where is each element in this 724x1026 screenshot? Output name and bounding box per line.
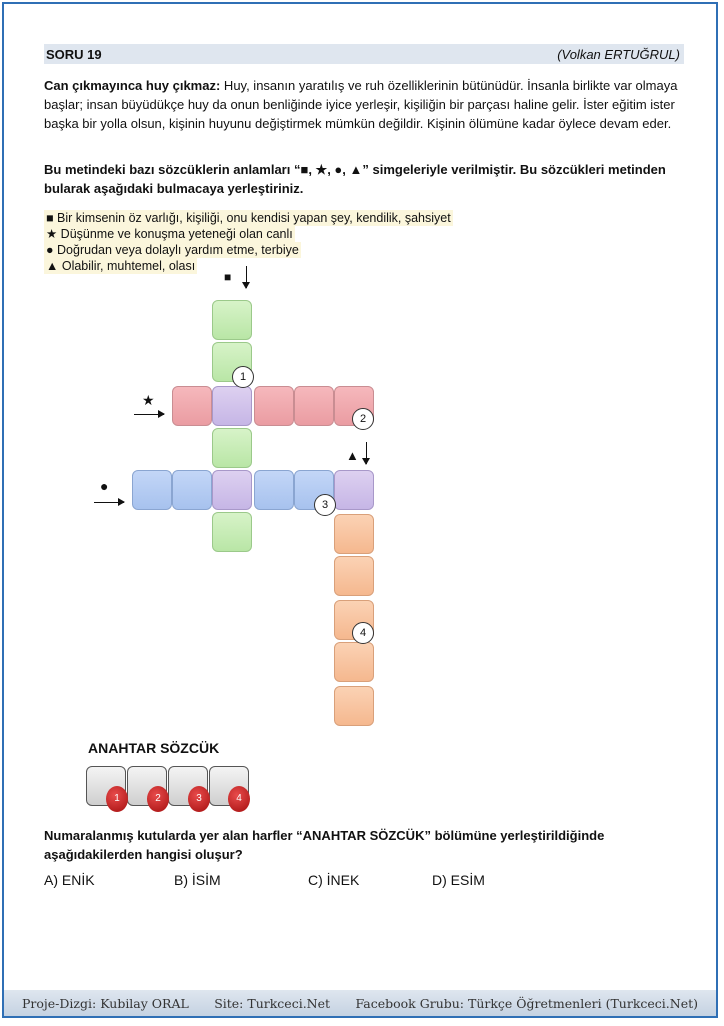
cell-number-2: 2: [352, 408, 374, 430]
clue-triangle: ▲ Olabilir, muhtemel, olası: [46, 259, 196, 273]
footer-site: Site: Turkceci.Net: [214, 995, 331, 1011]
crossword-cell[interactable]: [254, 386, 294, 426]
passage: [44, 76, 684, 133]
option-b[interactable]: B) İSİM: [174, 872, 221, 888]
cell-number-4: 4: [352, 622, 374, 644]
crossword-cell[interactable]: [212, 386, 252, 426]
crossword-cell[interactable]: [334, 556, 374, 596]
crossword-cell[interactable]: [254, 470, 294, 510]
crossword-cell[interactable]: [334, 686, 374, 726]
clue-list: [44, 210, 453, 274]
question-number: SORU 19: [46, 46, 102, 62]
arrow-down-icon: [246, 266, 247, 288]
triangle-symbol-icon: ▲: [346, 448, 359, 463]
clue-square: ■ Bir kimsenin öz varlığı, kişiliği, onu kendisi yapan şey, kendilik, şahsiyet: [46, 211, 451, 225]
crossword-cell[interactable]: [334, 642, 374, 682]
question-text: Numaralanmış kutularda yer alan harfler “ANAHTAR SÖZCÜK” bölümüne yerleştirildiğinde aşağıdakilerden hangisi oluşur?: [44, 828, 605, 862]
cell-number-1: 1: [232, 366, 254, 388]
square-symbol-icon: ■: [224, 270, 232, 284]
arrow-down-icon: [366, 442, 367, 464]
key-badge-1: 1: [106, 786, 128, 812]
clue-dot: ● Doğrudan veya dolaylı yardım etme, terbiye: [46, 243, 299, 257]
crossword-cell[interactable]: [334, 514, 374, 554]
worksheet-page: [2, 2, 718, 1018]
crossword-cell[interactable]: [212, 512, 252, 552]
key-badge-4: 4: [228, 786, 250, 812]
crossword-cell[interactable]: [334, 470, 374, 510]
key-word-title: ANAHTAR SÖZCÜK: [88, 740, 220, 756]
crossword-cell[interactable]: [212, 300, 252, 340]
footer-credit: Proje-Dizgi: Kubilay ORAL: [22, 995, 189, 1011]
passage-body: Huy, insanın yaratılış ve ruh özelliklerinin bütünüdür. İnsanla birlikte var olmaya başlar; insan büyüdükçe huy da onun benliğinde iyice yerleşir, kişiliğin bir parçası haline gelir. İster eğitim ister başka bir yolla olsun, kişinin huyunu değiştirmek mümkün değildir. Kişinin ölümüne kadar öylece devam eder.: [44, 78, 678, 131]
option-a[interactable]: A) ENİK: [44, 872, 95, 888]
crossword-cell[interactable]: [172, 470, 212, 510]
clue-star: ★ Düşünme ve konuşma yeteneği olan canlı: [46, 227, 293, 241]
cell-number-3: 3: [314, 494, 336, 516]
crossword-cell[interactable]: [132, 470, 172, 510]
star-symbol-icon: ★: [142, 392, 155, 408]
option-d[interactable]: D) ESİM: [432, 872, 485, 888]
arrow-right-icon: [134, 414, 164, 415]
crossword-cell[interactable]: [172, 386, 212, 426]
crossword-cell[interactable]: [212, 428, 252, 468]
footer: [4, 990, 716, 1016]
crossword-cell[interactable]: [212, 470, 252, 510]
author-name: (Volkan ERTUĞRUL): [557, 46, 680, 62]
arrow-right-icon: [94, 502, 124, 503]
dot-symbol-icon: ●: [100, 478, 109, 494]
passage-title: Can çıkmayınca huy çıkmaz:: [44, 78, 221, 93]
option-c[interactable]: C) İNEK: [308, 872, 360, 888]
crossword-cell[interactable]: [294, 386, 334, 426]
instruction: Bu metindeki bazı sözcüklerin anlamları “■, ★, ●, ▲” simgeleriyle verilmiştir. Bu sözcükleri metinden bularak aşağıdaki bulmacaya yerleştiriniz.: [44, 162, 666, 196]
question-header: [44, 44, 684, 64]
key-badge-2: 2: [147, 786, 169, 812]
footer-facebook: Facebook Grubu: Türkçe Öğretmenleri (Turkceci.Net): [355, 995, 698, 1011]
key-badge-3: 3: [188, 786, 210, 812]
